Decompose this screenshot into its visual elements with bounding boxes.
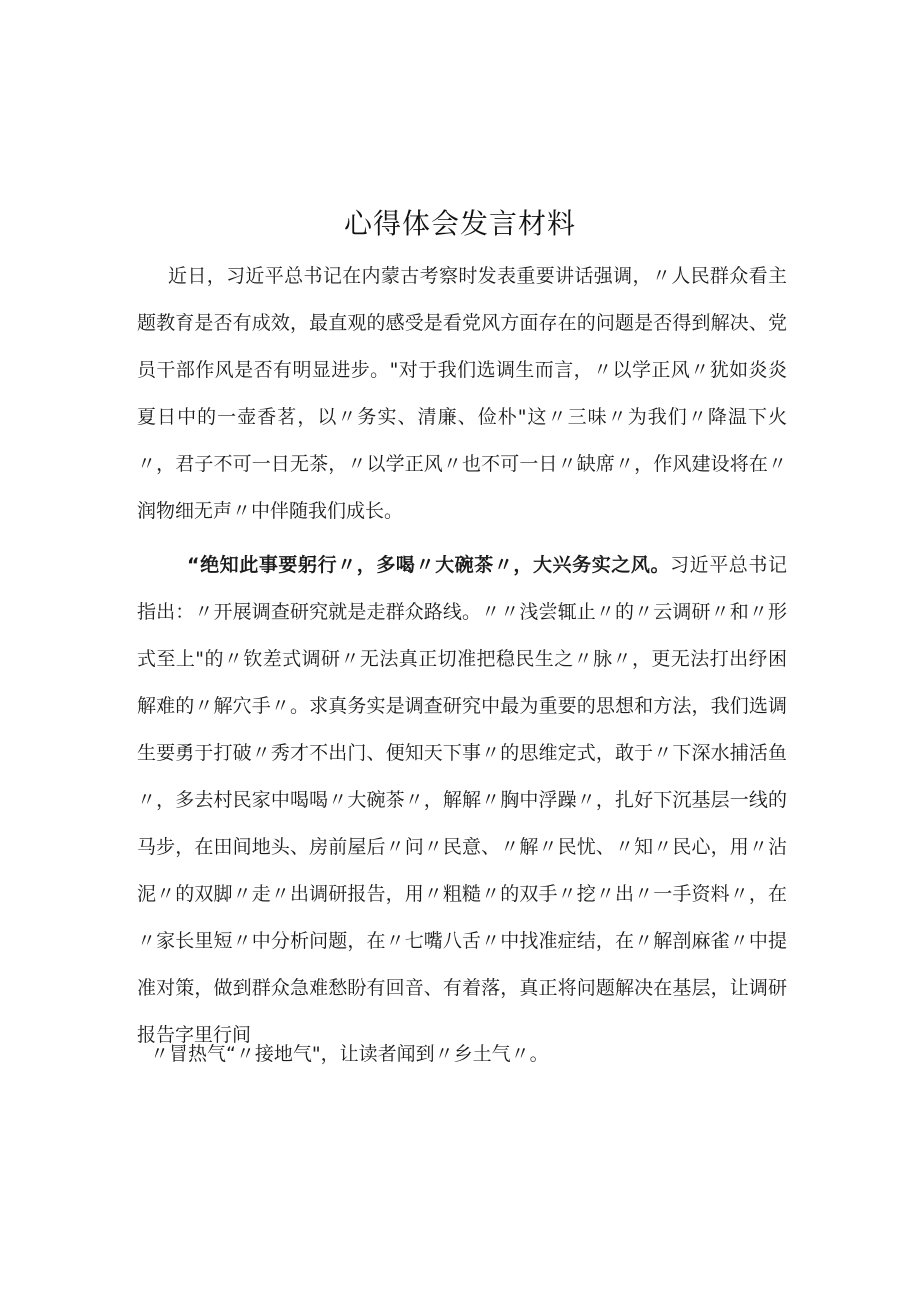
paragraph-2-lead: “绝知此事要躬行〃，多喝〃大碗茶〃，大兴务实之风。 xyxy=(187,554,671,576)
document-title: 心得体会发言材料 xyxy=(343,207,576,240)
paragraph-2 xyxy=(137,542,787,1059)
paragraph-2-body: 习近平总书记指出：〃开展调查研究就是走群众路线。〃〃浅尝辄止〃的〃云调研〃和〃形式至上"的〃钦差式调研〃无法真正切准把稳民生之〃脉〃，更无法打出纾困解难的〃解穴手〃。求真务实是调查研究中最为重要的思想和方法，我们选调生要勇于打破〃秀才不出门、便知天下事〃的思维定式，敢于〃下深水捕活鱼〃，多去村民家中喝喝〃大碗茶〃，解解〃胸中浮躁〃，扎好下沉基层一线的马步，在田间地头、房前屋后〃问〃民意、〃解〃民忧、〃知〃民心，用〃沾泥〃的双脚〃走〃出调研报告，用〃粗糙〃的双手〃挖〃出〃一手资料〃，在〃家长里短〃中分析问题，在〃七嘴八舌〃中找准症结，在〃解剖麻雀〃中提准对策，做到群众急难愁盼有回音、有着落，真正将问题解决在基层，让调研报告字里行间 xyxy=(137,554,787,1046)
paragraph-3: 〃冒热气“〃接地气"，让读者闻到〃乡土气〃。 xyxy=(150,1043,549,1065)
paragraph-1: 近日，习近平总书记在内蒙古考察时发表重要讲话强调，〃人民群众看主题教育是否有成效，最直观的感受是看党风方面存在的问题是否得到解决、党员干部作风是否有明显进步。"对于我们选调生而言，〃以学正风〃犹如炎炎夏日中的一壶香茗，以〃务实、清廉、俭朴"这〃三味〃为我们〃降温下火〃，君子不可一日无茶，〃以学正风〃也不可一日〃缺席〃，作风建设将在〃润物细无声〃中伴随我们成长。 xyxy=(137,265,787,522)
